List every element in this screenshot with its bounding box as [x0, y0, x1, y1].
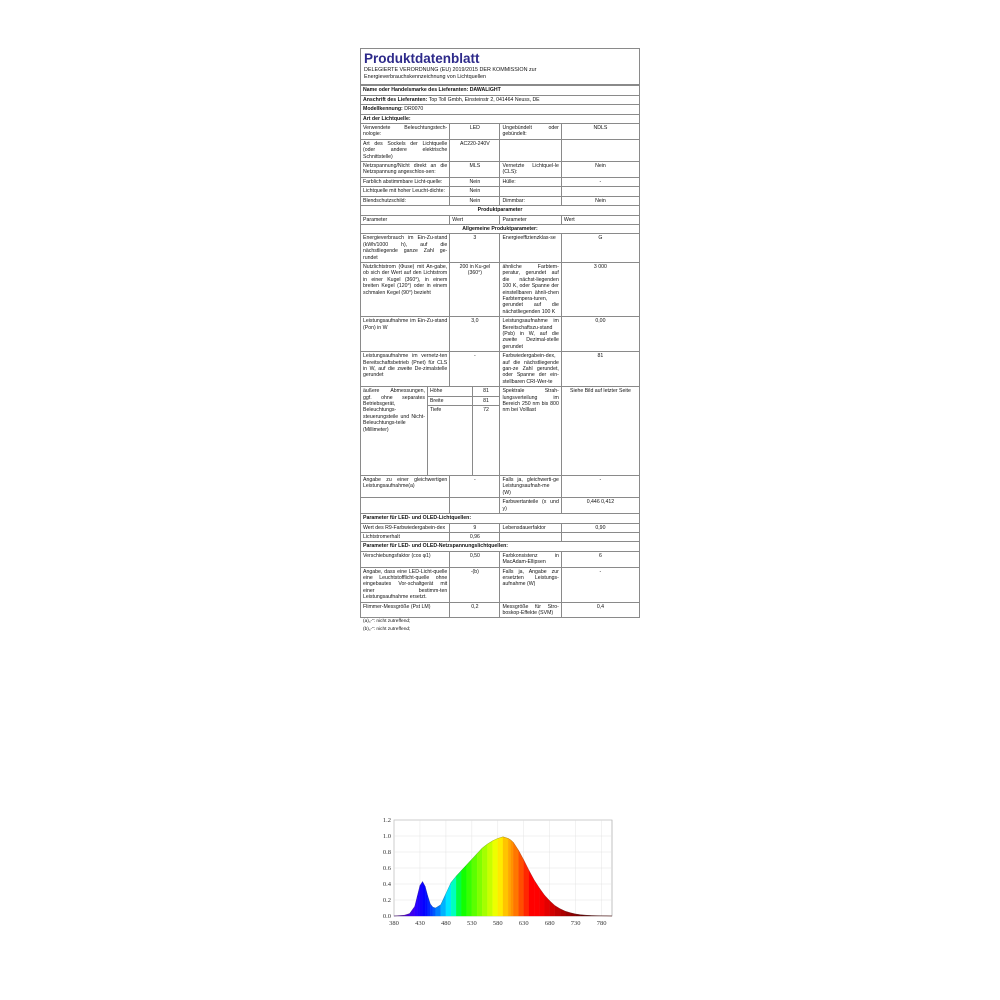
dimension-key: Breite [427, 396, 472, 405]
col-value: Wert [450, 215, 500, 224]
mains-params-header: Parameter für LED- und OLED-Netzspannungslichtquellen: [361, 542, 640, 551]
data-table [360, 85, 640, 618]
led-param-value: 0,96 [450, 532, 500, 541]
x-tick-label: 580 [492, 920, 503, 927]
type-value: Nein [450, 187, 500, 196]
x-tick-label: 780 [596, 920, 607, 927]
mains-param-label-right: Messgröße für Stro-boskop-Effekte (SVM) [500, 602, 561, 618]
spectrum-segment [456, 870, 461, 916]
spectrum-segment [477, 848, 482, 916]
param-label: Nutzlichtstrom (Φuse) mit An-gabe, ob sich der Wert auf den Lichtstrom in einer Kugel (360°), in einem breiten Kegel (120°) oder in einem schmalen Kegel (90°) bezieht [361, 262, 450, 316]
general-params-header: Allgemeine Produktparameter: [361, 224, 640, 233]
chromaticity-value: 0,446 0,412 [561, 498, 639, 514]
param-row [361, 352, 640, 387]
x-tick-label: 630 [518, 920, 529, 927]
spectrum-segment [513, 842, 518, 916]
type-row [361, 196, 640, 205]
mains-param-label: Angabe, dass eine LED-Licht-quelle eine Leuchtstofflicht-quelle ohne eingebautes Vor-schaltgerät mit einer bestimm-ten Leistungsaufnahme ersetzt. [361, 567, 450, 602]
y-tick-label: 1.2 [382, 817, 391, 824]
type-value-right [561, 187, 639, 196]
param-row [361, 317, 640, 352]
table-row [361, 95, 640, 104]
equiv-label: Angabe zu einer gleichwertigen Leistungsaufnahme(a) [361, 476, 450, 498]
equiv-right-value: - [561, 476, 639, 498]
spectrum-segment [420, 882, 423, 916]
param-row [361, 234, 640, 263]
type-row [361, 139, 640, 161]
product-data-sheet [360, 48, 640, 633]
type-label-right [500, 187, 561, 196]
subtitle-line-1: DELEGIERTE VERORDNUNG (EU) 2019/2015 DER KOMMISSION zur [364, 67, 537, 73]
type-value: Nein [450, 177, 500, 186]
type-section-header: Art der Lichtquelle: [361, 114, 640, 123]
mains-param-value: -(b) [450, 567, 500, 602]
spectrum-label: Spektrale Strah-lungsverteilung im Bereich 250 nm bis 800 nm bei Volllast [500, 387, 561, 476]
param-label-right: Leistungsaufnahme im Bereitschaftszu-stand (Psb) in W, auf die zweite Dezimal-stelle gerundet [500, 317, 561, 352]
y-tick-label: 0.2 [382, 897, 391, 904]
spectrum-segment [482, 844, 487, 916]
mains-param-value-right: - [561, 567, 639, 602]
param-label-right: ähnliche Farbtem-peratur, gerundet auf die nächst-liegenden 100 K, oder Spanne der einstellbaren ähnli-chen Farbtempera-turen, gerundet auf die nächstliegenden 100 K [500, 262, 561, 316]
table-row [361, 114, 640, 123]
led-param-row [361, 523, 640, 532]
spectrum-segment [433, 907, 436, 916]
param-row [361, 262, 640, 316]
type-label: Art des Sockels der Lichtquelle (oder andere elektrische Schnittstelle) [361, 139, 450, 161]
param-label: Leistungsaufnahme im Ein-Zu-stand (Pon) in W [361, 317, 450, 352]
chromaticity-label: Farbwertanteile (x und y) [500, 498, 561, 514]
led-param-value: 9 [450, 523, 500, 532]
sheet-title: Produktdatenblatt [364, 51, 480, 66]
type-value-right: NDLS [561, 124, 639, 140]
supplier-name-label: Name oder Handelsmarke des Lieferanten: [363, 87, 469, 94]
model-row [361, 105, 640, 114]
type-value-right: Nein [561, 196, 639, 205]
y-tick-label: 0.6 [382, 865, 391, 872]
footnote-b: (b)„-“: nicht zutreffend; [363, 626, 411, 632]
empty-cell [361, 498, 450, 514]
param-value: - [450, 352, 500, 387]
table-row [361, 206, 640, 215]
column-header-row [361, 215, 640, 224]
type-value-right [561, 139, 639, 161]
table-row [361, 514, 640, 523]
y-tick-label: 0.0 [382, 913, 391, 920]
spectrum-segment [493, 838, 498, 916]
mains-param-value: 0,2 [450, 602, 500, 618]
dimension-value: 81 [472, 396, 500, 405]
x-tick-label: 430 [415, 920, 425, 927]
mains-param-row [361, 567, 640, 602]
type-row [361, 177, 640, 186]
type-label-right: Ungebündelt oder gebündelt: [500, 124, 561, 140]
mains-param-label-right: Farbkonsistenz in MacAdam-Ellipsen [500, 551, 561, 567]
supplier-address-row [361, 95, 640, 104]
mains-param-value-right: 6 [561, 551, 639, 567]
type-row [361, 162, 640, 178]
x-tick-label: 730 [570, 920, 581, 927]
spectrum-segment [487, 841, 492, 916]
table-row [361, 86, 640, 95]
equiv-right-label: Falls ja, gleichwerti-ge Leistungsaufnah-me (W) [500, 476, 561, 498]
spectrum-chart [370, 812, 620, 932]
spectrum-segment [503, 837, 508, 916]
equiv-value: - [450, 476, 500, 498]
spectrum-segment [519, 850, 524, 916]
col-value-right: Wert [561, 215, 639, 224]
led-param-label: Lichtstromerhalt [361, 532, 450, 541]
type-value-right: - [561, 177, 639, 186]
y-tick-label: 0.8 [382, 849, 391, 856]
dimension-key: Höhe [427, 387, 472, 396]
spectrum-segment [498, 837, 503, 916]
param-value-right: 81 [561, 352, 639, 387]
table-row [361, 105, 640, 114]
type-value-right: Nein [561, 162, 639, 178]
type-value: Nein [450, 196, 500, 205]
dimensions-label: äußere Abmessungen, ggf. ohne separates Betriebsgerät, Beleuchtungs-steuerungsteile und Nicht-Beleuchtungs-teile (Millimeter) [361, 387, 428, 476]
sheet-header [360, 48, 640, 85]
supplier-address: Top Toll Gmbh, Einsteinstr 2, 041464 Neuss, DE [428, 96, 540, 103]
led-param-value-right: 0,90 [561, 523, 639, 532]
table-row [361, 224, 640, 233]
type-label: Farblich abstimmbare Licht-quelle: [361, 177, 450, 186]
product-params-header: Produktparameter [361, 206, 640, 215]
footnote-a: (a)„-“: nicht zutreffend; [363, 619, 411, 625]
chromaticity-row [361, 498, 640, 514]
spectrum-value: Siehe Bild auf letzter Seite [561, 387, 639, 476]
type-value: LED [450, 124, 500, 140]
x-tick-label: 480 [441, 920, 451, 927]
param-value: 200 in Ku-gel (360°) [450, 262, 500, 316]
type-row [361, 124, 640, 140]
led-param-row [361, 532, 640, 541]
type-label-right: Dimmbar: [500, 196, 561, 205]
type-label-right: Vernetzte Lichtquel-le (CLS): [500, 162, 561, 178]
spectrum-segment [511, 840, 514, 916]
mains-param-label: Verschiebungsfaktor (cos φ1) [361, 551, 450, 567]
type-row [361, 187, 640, 196]
param-label: Energieverbrauch im Ein-Zu-stand (kWh/1000 h), auf die nächstliegende ganze Zahl ge-rundet [361, 234, 450, 263]
spectrum-segment [467, 859, 472, 916]
dimension-key: Tiefe [427, 406, 472, 476]
type-label: Netzspannung/Nicht direkt an die Netzspannung angeschlos-sen: [361, 162, 450, 178]
model-id: DR0070 [404, 106, 424, 113]
mains-param-row [361, 551, 640, 567]
col-param-right: Parameter [500, 215, 561, 224]
led-param-value-right [561, 532, 639, 541]
type-value: MLS [450, 162, 500, 178]
led-param-label-right: Lebensdauerfaktor [500, 523, 561, 532]
type-value: AC220-240V [450, 139, 500, 161]
y-tick-label: 1.0 [382, 833, 391, 840]
spectrum-segment [451, 876, 456, 916]
param-value: 3,0 [450, 317, 500, 352]
type-label-right: Hülle: [500, 177, 561, 186]
led-param-label: Wert des R9-Farbwiedergabein-dex [361, 523, 450, 532]
mains-param-label: Flimmer-Messgröße (Pst LM) [361, 602, 450, 618]
supplier-name: DAWALIGHT [469, 87, 501, 94]
mains-param-label-right: Falls ja, Angabe zur ersetzten Leistungs-aufnahme (W) [500, 567, 561, 602]
mains-param-row [361, 602, 640, 618]
subtitle-line-2: Energieverbrauchskennzeichnung von Lichtquellen [364, 74, 486, 81]
spectrum-segment [508, 838, 511, 916]
type-label: Lichtquelle mit hoher Leucht-dichte: [361, 187, 450, 196]
supplier-address-label: Anschrift des Lieferanten: [363, 96, 428, 103]
type-label: Blendschutzschild: [361, 196, 450, 205]
dimension-value: 72 [472, 406, 500, 476]
dimensions-row [361, 387, 640, 396]
dimension-value: 81 [472, 387, 500, 396]
table-row [361, 542, 640, 551]
param-label-right: Farbwiedergabein-dex, auf die nächstliegende gan-ze Zahl gerundet, oder Spanne der ein-stellbaren CRI-Wer-te [500, 352, 561, 387]
model-label: Modellkennung: [363, 106, 403, 113]
spectrum-segment [472, 854, 477, 916]
mains-param-value-right: 0,4 [561, 602, 639, 618]
led-param-label-right [500, 532, 561, 541]
spectrum-segment [423, 882, 426, 916]
spectrum-segment [461, 865, 466, 916]
empty-cell [450, 498, 500, 514]
param-value-right: 3 000 [561, 262, 639, 316]
param-label: Leistungsaufnahme im vernetz-ten Bereitschaftsbetrieb (Pnet) für CLS in W, auf die zweite De-zimalstelle gerundet [361, 352, 450, 387]
param-value-right: 0,00 [561, 317, 639, 352]
param-value: 3 [450, 234, 500, 263]
regulation-subtitle [361, 67, 639, 84]
equiv-row [361, 476, 640, 498]
supplier-name-row [361, 86, 640, 95]
y-tick-label: 0.4 [382, 881, 391, 888]
type-label: Verwendete Beleuchtungstech-nologie: [361, 124, 450, 140]
mains-param-value: 0,50 [450, 551, 500, 567]
param-label-right: Energieeffizienzklas-se [500, 234, 561, 263]
x-tick-label: 530 [466, 920, 477, 927]
x-tick-label: 380 [389, 920, 399, 927]
led-params-header: Parameter für LED- und OLED-Lichtquellen: [361, 514, 640, 523]
x-tick-label: 680 [544, 920, 555, 927]
type-label-right [500, 139, 561, 161]
col-param: Parameter [361, 215, 450, 224]
param-value-right: G [561, 234, 639, 263]
